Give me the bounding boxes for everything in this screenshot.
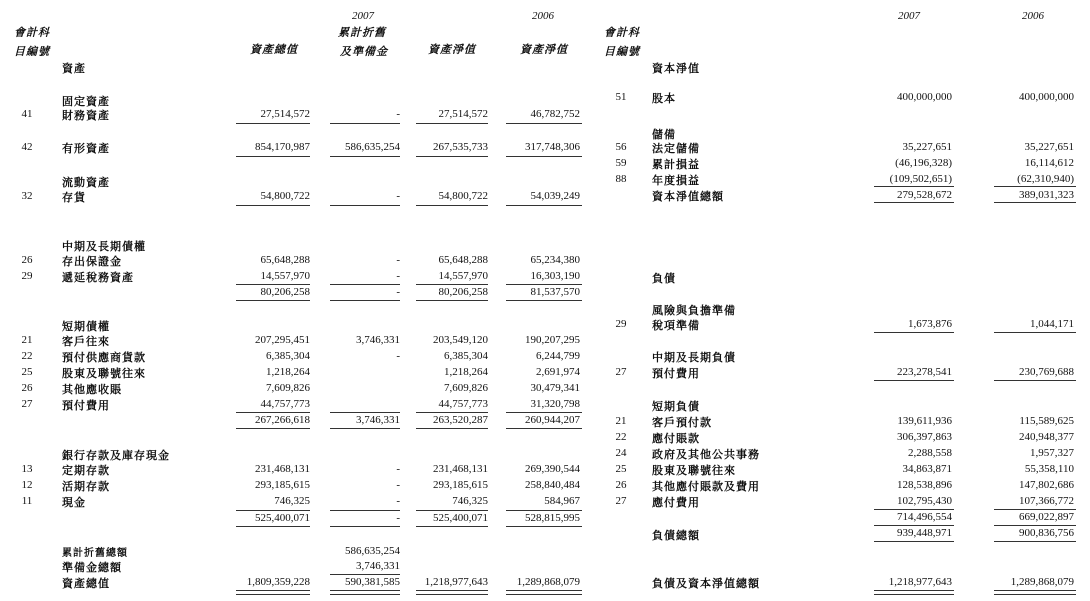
liab-label: 其他應付賬款及費用 xyxy=(652,481,760,493)
liab-label: 法定儲備 xyxy=(652,143,700,155)
rule xyxy=(416,205,488,206)
year-2007-header: 2007 xyxy=(352,10,374,22)
asset-net06: 584,967 xyxy=(544,495,580,507)
liab-2007: 34,863,871 xyxy=(902,463,952,475)
rule xyxy=(330,284,400,285)
liab-2007: 223,278,541 xyxy=(897,366,952,378)
asset-net: 54,800,722 xyxy=(438,190,488,202)
rule xyxy=(994,509,1076,510)
liab-2007: (109,502,651) xyxy=(889,173,952,185)
section-reserve: 儲備 xyxy=(652,129,676,141)
asset-net: 44,757,773 xyxy=(438,398,488,410)
liab-2006: 1,044,171 xyxy=(1030,318,1074,330)
rule xyxy=(994,525,1076,526)
year-2006-header-right: 2006 xyxy=(1022,10,1044,22)
asset-gross: 27,514,572 xyxy=(260,108,310,120)
asset-code: 27 xyxy=(21,398,33,410)
dep-header-1: 累計折舊 xyxy=(338,27,386,39)
rule xyxy=(330,574,400,575)
rule xyxy=(330,156,400,157)
double-rule xyxy=(506,590,582,595)
rule xyxy=(874,541,954,542)
year-2007-header-right: 2007 xyxy=(898,10,920,22)
asset-dep: - xyxy=(396,495,400,507)
grand-total-2006: 1,289,868,079 xyxy=(1010,576,1074,588)
asset-dep: 586,635,254 xyxy=(345,141,400,153)
liab-2006: 107,366,772 xyxy=(1019,495,1074,507)
asset-net06: 54,039,249 xyxy=(530,190,580,202)
asset-net06: 31,320,798 xyxy=(530,398,580,410)
rule xyxy=(330,510,400,511)
double-rule xyxy=(330,590,400,595)
asset-dep: - xyxy=(396,190,400,202)
subtotal-gross: 80,206,258 xyxy=(260,286,310,298)
liab-label: 股東及聯號往來 xyxy=(652,465,736,477)
dep-total-label: 累計折舊總額 xyxy=(62,548,128,559)
asset-net06: 46,782,752 xyxy=(530,108,580,120)
asset-net: 746,325 xyxy=(452,495,488,507)
liab-label: 稅項準備 xyxy=(652,320,700,332)
asset-net: 203,549,120 xyxy=(433,334,488,346)
rule xyxy=(874,380,954,381)
reserve-total-value: 3,746,331 xyxy=(356,560,400,572)
liab-2007: 306,397,863 xyxy=(897,431,952,443)
section-bank-cash: 銀行存款及庫存現金 xyxy=(62,450,170,462)
asset-gross: 293,185,615 xyxy=(255,479,310,491)
asset-label: 預付供應商貨款 xyxy=(62,352,146,364)
asset-dep: - xyxy=(396,350,400,362)
rule xyxy=(236,526,310,527)
section-longterm-receivables: 中期及長期債權 xyxy=(62,241,146,253)
rule xyxy=(236,205,310,206)
rule xyxy=(994,186,1076,187)
asset-net: 7,609,826 xyxy=(444,382,488,394)
section-shortterm-liab: 短期負債 xyxy=(652,401,700,413)
assets-title: 資產 xyxy=(62,63,86,75)
asset-dep: - xyxy=(396,254,400,266)
shortterm-subtotal-2006: 669,022,897 xyxy=(1019,511,1074,523)
rule xyxy=(994,541,1076,542)
shortterm-subtotal-2007: 714,496,554 xyxy=(897,511,952,523)
liab-2006: 115,589,625 xyxy=(1019,415,1074,427)
rule xyxy=(506,300,582,301)
rule xyxy=(506,510,582,511)
liab-code: 27 xyxy=(615,495,627,507)
rule xyxy=(874,202,954,203)
rule xyxy=(236,300,310,301)
liab-2007: (46,196,328) xyxy=(895,157,952,169)
liab-2006: 147,802,686 xyxy=(1019,479,1074,491)
subtotal-net06: 260,944,207 xyxy=(525,414,580,426)
asset-net06: 317,748,306 xyxy=(525,141,580,153)
asset-label: 存貨 xyxy=(62,192,86,204)
asset-net06: 16,303,190 xyxy=(530,270,580,282)
rule xyxy=(416,156,488,157)
liab-label: 年度損益 xyxy=(652,175,700,187)
rule xyxy=(416,428,488,429)
grand-total-label: 負債及資本淨值總額 xyxy=(652,578,760,590)
rule xyxy=(506,526,582,527)
rule xyxy=(506,205,582,206)
liab-2007: 2,288,558 xyxy=(908,447,952,459)
liab-code: 27 xyxy=(615,366,627,378)
asset-net06: 6,244,799 xyxy=(536,350,580,362)
liab-total-2006: 900,836,756 xyxy=(1019,527,1074,539)
rule xyxy=(416,526,488,527)
reserve-total-label: 準備金總額 xyxy=(62,562,122,574)
asset-net: 293,185,615 xyxy=(433,479,488,491)
total-assets-label: 資產總值 xyxy=(62,578,110,590)
equity-title: 資本淨值 xyxy=(652,63,700,75)
total-assets-gross: 1,809,359,228 xyxy=(246,576,310,588)
asset-label: 活期存款 xyxy=(62,481,110,493)
subtotal-net: 80,206,258 xyxy=(438,286,488,298)
asset-gross: 44,757,773 xyxy=(260,398,310,410)
subtotal-net06: 81,537,570 xyxy=(530,286,580,298)
liab-2006: 16,114,612 xyxy=(1024,157,1074,169)
rule xyxy=(236,412,310,413)
rule xyxy=(994,202,1076,203)
rule xyxy=(874,332,954,333)
net06-header: 資產淨值 xyxy=(520,44,568,56)
liab-label: 股本 xyxy=(652,93,676,105)
year-2006-header: 2006 xyxy=(532,10,554,22)
asset-dep: - xyxy=(396,463,400,475)
section-shortterm-receivables: 短期債權 xyxy=(62,321,110,333)
rule xyxy=(330,205,400,206)
rule xyxy=(330,123,400,124)
rule xyxy=(416,123,488,124)
code-header-2-right: 目編號 xyxy=(604,46,640,58)
asset-label: 定期存款 xyxy=(62,465,110,477)
rule xyxy=(330,526,400,527)
rule xyxy=(236,510,310,511)
asset-net06: 2,691,974 xyxy=(536,366,580,378)
asset-code: 41 xyxy=(21,108,33,120)
rule xyxy=(506,428,582,429)
asset-code: 29 xyxy=(21,270,33,282)
asset-label: 存出保證金 xyxy=(62,256,122,268)
rule xyxy=(416,412,488,413)
rule xyxy=(330,412,400,413)
liab-2006: 35,227,651 xyxy=(1024,141,1074,153)
asset-gross: 6,385,304 xyxy=(266,350,310,362)
equity-total-label: 資本淨值總額 xyxy=(652,191,724,203)
liab-2006: 230,769,688 xyxy=(1019,366,1074,378)
equity-total-2006: 389,031,323 xyxy=(1019,189,1074,201)
asset-code: 13 xyxy=(21,463,33,475)
liab-label: 預付費用 xyxy=(652,368,700,380)
asset-dep: - xyxy=(396,108,400,120)
asset-code: 21 xyxy=(21,334,33,346)
rule xyxy=(874,509,954,510)
asset-dep: - xyxy=(396,270,400,282)
asset-gross: 7,609,826 xyxy=(266,382,310,394)
liab-label: 應付賬款 xyxy=(652,433,700,445)
asset-code: 22 xyxy=(21,350,33,362)
subtotal-dep: - xyxy=(396,512,400,524)
asset-gross: 1,218,264 xyxy=(266,366,310,378)
liab-code: 59 xyxy=(615,157,627,169)
liab-code: 56 xyxy=(615,141,627,153)
liab-code: 22 xyxy=(615,431,627,443)
asset-gross: 854,170,987 xyxy=(255,141,310,153)
liab-2006: (62,310,940) xyxy=(1017,173,1074,185)
gross-header: 資產總值 xyxy=(250,44,298,56)
total-assets-net06: 1,289,868,079 xyxy=(516,576,580,588)
equity-total-2007: 279,528,672 xyxy=(897,189,952,201)
net-header: 資產淨值 xyxy=(428,44,476,56)
asset-label: 現金 xyxy=(62,497,86,509)
section-fixed-assets: 固定資產 xyxy=(62,96,110,108)
dep-header-2: 及準備金 xyxy=(340,46,388,58)
liab-2007: 1,673,876 xyxy=(908,318,952,330)
asset-label: 遞延稅務資產 xyxy=(62,272,134,284)
double-rule xyxy=(994,590,1076,595)
liab-2007: 35,227,651 xyxy=(902,141,952,153)
subtotal-dep: 3,746,331 xyxy=(356,414,400,426)
liab-label: 客戶預付款 xyxy=(652,417,712,429)
subtotal-dep: - xyxy=(396,286,400,298)
double-rule xyxy=(236,590,310,595)
asset-label: 客戶往來 xyxy=(62,336,110,348)
asset-net06: 30,479,341 xyxy=(530,382,580,394)
rule xyxy=(330,428,400,429)
liab-code: 26 xyxy=(615,479,627,491)
asset-gross: 207,295,451 xyxy=(255,334,310,346)
asset-net: 1,218,264 xyxy=(444,366,488,378)
section-current-assets: 流動資產 xyxy=(62,177,110,189)
section-longterm-liab: 中期及長期負債 xyxy=(652,352,736,364)
double-rule xyxy=(416,590,488,595)
total-assets-dep: 590,381,585 xyxy=(345,576,400,588)
liab-2007: 400,000,000 xyxy=(897,91,952,103)
subtotal-gross: 267,266,618 xyxy=(255,414,310,426)
asset-code: 12 xyxy=(21,479,33,491)
rule xyxy=(330,300,400,301)
liab-2006: 1,957,327 xyxy=(1030,447,1074,459)
rule xyxy=(506,412,582,413)
liab-2007: 139,611,936 xyxy=(897,415,952,427)
asset-net06: 269,390,544 xyxy=(525,463,580,475)
liab-code: 51 xyxy=(615,91,627,103)
code-header-1-right: 會計科 xyxy=(604,27,640,39)
rule xyxy=(236,123,310,124)
rule xyxy=(506,284,582,285)
rule xyxy=(236,284,310,285)
rule xyxy=(416,510,488,511)
liab-2007: 128,538,896 xyxy=(897,479,952,491)
grand-total-2007: 1,218,977,643 xyxy=(888,576,952,588)
rule xyxy=(236,156,310,157)
asset-gross: 231,468,131 xyxy=(255,463,310,475)
liab-label: 應付費用 xyxy=(652,497,700,509)
asset-net: 65,648,288 xyxy=(438,254,488,266)
asset-net06: 65,234,380 xyxy=(530,254,580,266)
asset-gross: 65,648,288 xyxy=(260,254,310,266)
asset-label: 其他應收賬 xyxy=(62,384,122,396)
total-assets-net: 1,218,977,643 xyxy=(424,576,488,588)
liab-2007: 102,795,430 xyxy=(897,495,952,507)
rule xyxy=(994,380,1076,381)
subtotal-net: 263,520,287 xyxy=(433,414,488,426)
liabilities-title: 負債 xyxy=(652,273,676,285)
asset-code: 26 xyxy=(21,382,33,394)
rule xyxy=(994,332,1076,333)
asset-label: 預付費用 xyxy=(62,400,110,412)
asset-net: 14,557,970 xyxy=(438,270,488,282)
rule xyxy=(236,428,310,429)
asset-net06: 190,207,295 xyxy=(525,334,580,346)
asset-gross: 746,325 xyxy=(274,495,310,507)
asset-net: 267,535,733 xyxy=(433,141,488,153)
liab-label: 政府及其他公共事務 xyxy=(652,449,760,461)
rule xyxy=(506,123,582,124)
liab-2006: 400,000,000 xyxy=(1019,91,1074,103)
rule xyxy=(874,525,954,526)
asset-code: 11 xyxy=(21,495,33,507)
rule xyxy=(874,186,954,187)
liab-2006: 240,948,377 xyxy=(1019,431,1074,443)
subtotal-gross: 525,400,071 xyxy=(255,512,310,524)
subtotal-net: 525,400,071 xyxy=(433,512,488,524)
asset-net: 6,385,304 xyxy=(444,350,488,362)
liab-total-label: 負債總額 xyxy=(652,530,700,542)
code-header-2: 目編號 xyxy=(14,46,50,58)
double-rule xyxy=(874,590,954,595)
asset-net: 27,514,572 xyxy=(438,108,488,120)
rule xyxy=(416,284,488,285)
asset-net: 231,468,131 xyxy=(433,463,488,475)
liab-code: 25 xyxy=(615,463,627,475)
dep-total-value: 586,635,254 xyxy=(345,545,400,557)
asset-label: 財務資產 xyxy=(62,110,110,122)
asset-label: 有形資產 xyxy=(62,143,110,155)
rule xyxy=(416,300,488,301)
code-header-1: 會計科 xyxy=(14,27,50,39)
section-risk-provision: 風險與負擔準備 xyxy=(652,305,736,317)
asset-code: 26 xyxy=(21,254,33,266)
liab-code: 88 xyxy=(615,173,627,185)
asset-code: 42 xyxy=(21,141,33,153)
liab-code: 21 xyxy=(615,415,627,427)
subtotal-net06: 528,815,995 xyxy=(525,512,580,524)
asset-dep: - xyxy=(396,479,400,491)
asset-net06: 258,840,484 xyxy=(525,479,580,491)
rule xyxy=(506,156,582,157)
asset-gross: 14,557,970 xyxy=(260,270,310,282)
asset-code: 25 xyxy=(21,366,33,378)
asset-code: 32 xyxy=(21,190,33,202)
liab-code: 29 xyxy=(615,318,627,330)
liab-code: 24 xyxy=(615,447,627,459)
asset-gross: 54,800,722 xyxy=(260,190,310,202)
liab-total-2007: 939,448,971 xyxy=(897,527,952,539)
liab-label: 累計損益 xyxy=(652,159,700,171)
liab-2006: 55,358,110 xyxy=(1024,463,1074,475)
asset-label: 股東及聯號往來 xyxy=(62,368,146,380)
asset-dep: 3,746,331 xyxy=(356,334,400,346)
